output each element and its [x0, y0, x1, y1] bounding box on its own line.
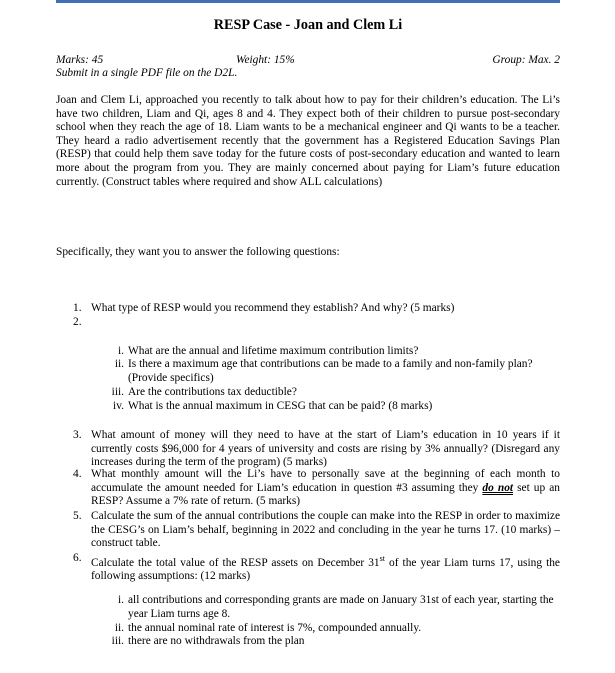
top-rule	[56, 0, 560, 3]
intro-paragraph: Joan and Clem Li, approached you recently to talk about how to pay for their children’s education. The Li’s have two children, Liam and Qi, ages 8 and 4. They expect both of their children to pursue post-secondary school when they reach the age of 18. Liam wants to be a mechanical engineer and Qi wants to be a teacher. They heard a radio advertisement recently that the government has a Registered Education Savings Plan (RESP) that could help them save today for the future costs of post-secondary education and wanted to learn more about the program from you. They are mainly concerned about paying for Liam’s future education currently. (Construct tables where required and show ALL calculations)	[56, 94, 560, 188]
question-number: 5.	[73, 510, 82, 522]
question-text-part: of the year Liam turns 17, using the following assumptions: (12 marks)	[91, 556, 560, 583]
question-text-part: What monthly amount will the Li’s have to personally save at the beginning of each month to accumulate the amount needed for Liam’s education in question #3 assuming they	[91, 468, 560, 494]
question-number: 6.	[73, 552, 82, 564]
document-title: RESP Case - Joan and Clem Li	[213, 17, 403, 33]
question-text	[91, 468, 560, 509]
item-text: Are the contributions tax deductible?	[128, 386, 297, 398]
question-number: 1.	[73, 302, 82, 314]
group-label: Group: Max. 2	[492, 54, 560, 66]
item-number: i.	[117, 345, 124, 357]
questions-lead-in: Specifically, they want you to answer the following questions:	[56, 246, 340, 258]
item-text: there are no withdrawals from the plan	[128, 635, 305, 647]
question-text-part: Calculate the total value of the RESP assets on December 31	[91, 556, 380, 569]
item-text: all contributions and corresponding grants are made on January 31st of each year, starting the year Liam turns age 8.	[128, 594, 554, 620]
item-number: iv.	[113, 400, 124, 412]
submission-note: Submit in a single PDF file on the D2L.	[56, 67, 238, 79]
item-text: What is the annual maximum in CESG that can be paid? (8 marks)	[128, 400, 433, 412]
item-text: Is there a maximum age that contributions can be made to a family and non-family plan? (Provide specifics)	[128, 358, 533, 384]
item-text: the annual nominal rate of interest is 7%, compounded annually.	[128, 622, 422, 634]
question-number: 2.	[73, 316, 82, 328]
item-number: iii.	[111, 386, 124, 398]
question-number: 4.	[73, 468, 82, 480]
question-text: What type of RESP would you recommend they establish? And why? (5 marks)	[91, 302, 455, 314]
item-number: ii.	[114, 622, 124, 634]
marks-label: Marks: 45	[56, 54, 104, 66]
emphasis-text: do not	[482, 481, 514, 494]
superscript-st: st	[379, 554, 385, 563]
question-text: What amount of money will they need to have at the start of Liam’s education in 10 years if it currently costs $96,000 for 4 years of university and costs are rising by 3% annually? (Disregard any increases during the term of the program) (5 marks)	[91, 429, 560, 469]
weight-label: Weight: 15%	[236, 54, 295, 66]
question-text: Calculate the sum of the annual contributions the couple can make into the RESP in order to maximize the CESG’s on Liam’s behalf, beginning in 2022 and concluding in the year he turns 17. (10 marks) – construct table.	[91, 510, 560, 550]
question-text	[91, 552, 560, 584]
item-number: i.	[117, 594, 124, 606]
question-number: 3.	[73, 429, 82, 441]
item-number: ii.	[114, 358, 124, 370]
item-text: What are the annual and lifetime maximum contribution limits?	[128, 345, 419, 357]
question-text-part: set up an RESP? Assume a 7% rate of return. (5 marks)	[91, 481, 560, 508]
item-number: iii.	[111, 635, 124, 647]
